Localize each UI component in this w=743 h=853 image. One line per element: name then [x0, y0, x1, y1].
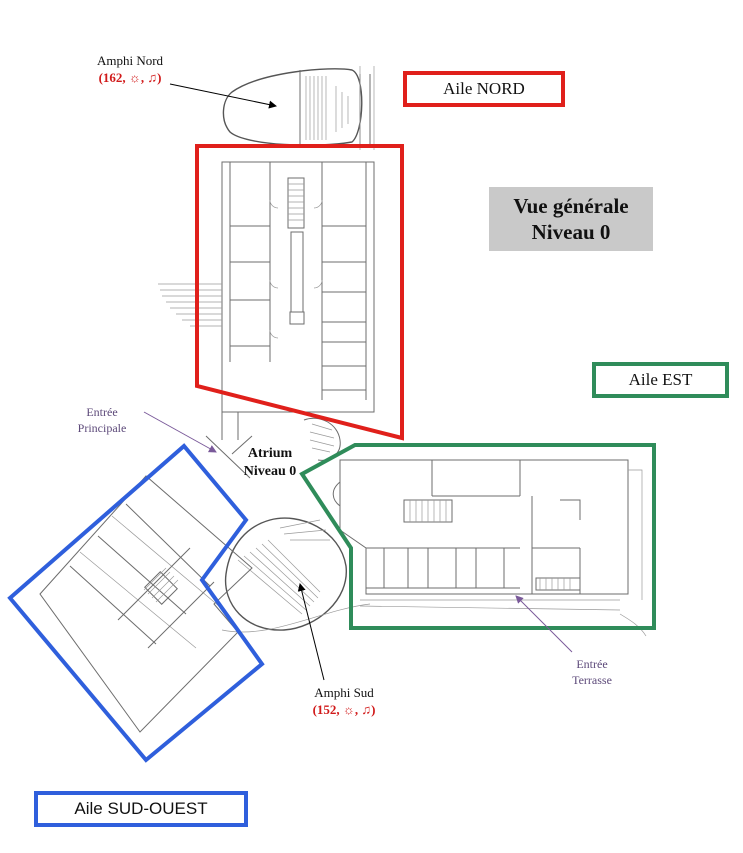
north-wing-label: [403, 71, 565, 107]
entree-terrasse-label: [552, 656, 632, 688]
east-wing-outline: [302, 445, 654, 628]
north-wing-label-text: Aile NORD: [443, 79, 525, 98]
entree-terrasse-arrow: [516, 596, 572, 652]
map-title: [489, 187, 653, 251]
amphi-nord-arrow: [170, 84, 276, 106]
east-wing-label: [592, 362, 729, 398]
north-wing-plan: [158, 162, 374, 412]
east-wing-plan: [333, 460, 646, 636]
south-west-wing-outline: [10, 446, 262, 760]
amphi-nord-plan: [223, 69, 370, 146]
entree-terrasse-line1: Entrée: [576, 657, 608, 671]
amphi-nord-name: Amphi Nord: [96, 53, 164, 68]
south-west-wing-label: [34, 791, 248, 827]
amphi-nord-annotation: [70, 52, 190, 86]
entree-principale-line2: Principale: [77, 421, 127, 435]
map-title-line1: Vue générale: [513, 194, 629, 218]
entree-terrasse-line2: Terrasse: [572, 673, 612, 687]
amphi-sud-annotation: [284, 684, 404, 718]
amphi-sud-name: Amphi Sud: [314, 685, 374, 700]
east-wing-label-text: Aile EST: [628, 370, 693, 389]
atrium-line2: Niveau 0: [243, 464, 297, 479]
amphi-nord-details: (162, ☼, ♫): [98, 70, 162, 85]
entree-principale-label: [56, 404, 148, 436]
map-title-line2: Niveau 0: [531, 220, 611, 244]
atrium-label: [228, 445, 312, 481]
amphi-sud-arrow: [300, 584, 324, 680]
entree-principale-arrow: [144, 412, 216, 452]
entree-principale-line1: Entrée: [86, 405, 118, 419]
amphi-sud-details: (152, ☼, ♫): [312, 702, 376, 717]
south-west-wing-label-text: Aile SUD-OUEST: [74, 799, 208, 818]
atrium-line1: Atrium: [247, 446, 293, 461]
